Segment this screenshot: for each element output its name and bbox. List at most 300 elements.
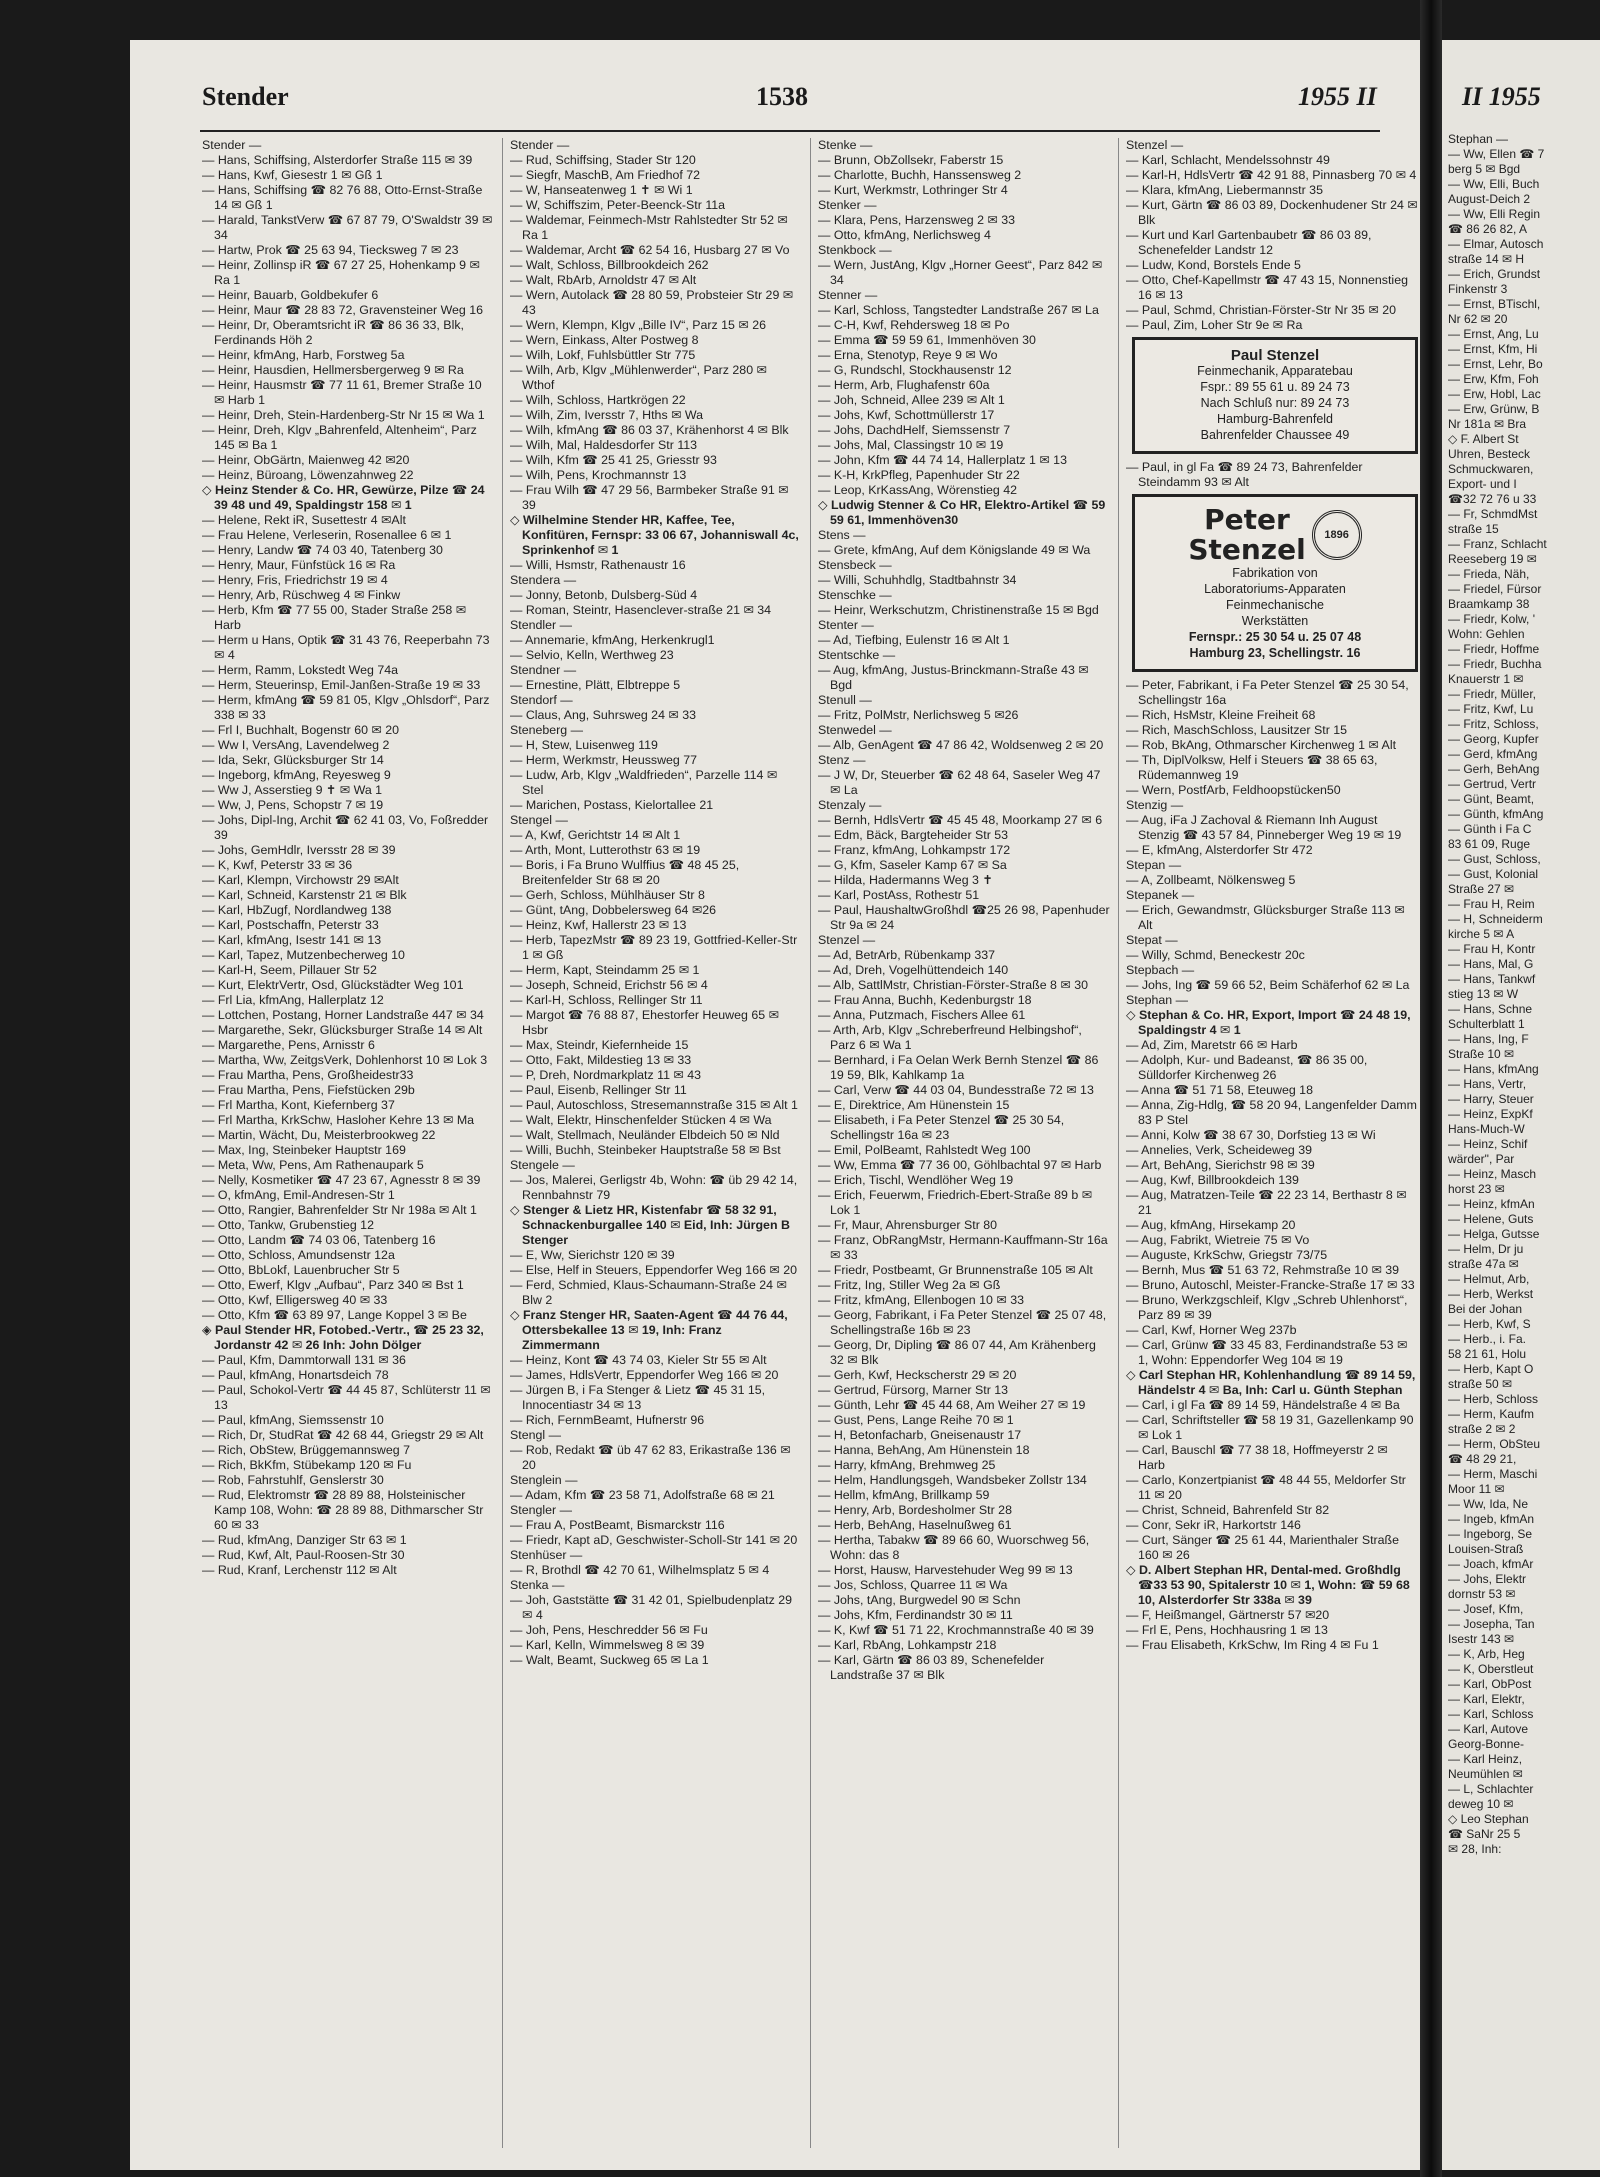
directory-entry: — Max, Steindr, Kiefernheide 15: [510, 1038, 689, 1052]
directory-entry: — W, Schiffszim, Peter-Beenck-Str 11a: [510, 198, 726, 212]
directory-entry: — Herm, Ramm, Lokstedt Weg 74a: [202, 663, 399, 677]
directory-entry: — Ww I, VersAng, Lavendelweg 2: [202, 738, 390, 752]
directory-entry: — Otto, Tankw, Grubenstieg 12: [202, 1218, 374, 1232]
directory-entry: — Otto, Kfm ☎ 63 89 97, Lange Koppel 3 ✉ Be: [202, 1308, 467, 1322]
directory-entry: — Hanna, BehAng, Am Hünenstein 18: [818, 1443, 1030, 1457]
directory-entry-fragment: — Erw, Grünw, B: [1448, 402, 1540, 416]
ad-line: Laboratoriums-Apparaten: [1204, 582, 1346, 596]
directory-entry: — Henry, Arb, Rüschweg 4 ✉ Finkw: [202, 588, 401, 602]
surname-heading: Stenz —: [818, 753, 866, 767]
directory-entry-fragment: — Franz, Schlacht: [1448, 537, 1547, 551]
directory-entry: — Leop, KrKassAng, Wörenstieg 42: [818, 483, 1018, 497]
directory-entry: — Gust, Pens, Lange Reihe 70 ✉ 1: [818, 1413, 1014, 1427]
directory-entry: — Walt, Beamt, Suckweg 65 ✉ La 1: [510, 1653, 709, 1667]
directory-entry: — P, Dreh, Nordmarkplatz 11 ✉ 43: [510, 1068, 702, 1082]
directory-entry: — Rich, Dr, StudRat ☎ 42 68 44, Griegstr 29 ✉ Alt: [202, 1428, 484, 1442]
surname-heading: Stepbach —: [1126, 963, 1195, 977]
directory-entry: — Else, Helf in Steuers, Eppendorfer Weg 166 ✉ 20: [510, 1263, 798, 1277]
directory-entry: — Carlo, Konzertpianist ☎ 48 44 55, Meldorfer Str 11 ✉ 20: [1126, 1473, 1406, 1502]
directory-entry-fragment: — Herm, ObSteu: [1448, 1437, 1541, 1451]
directory-entry: — Grete, kfmAng, Auf dem Königslande 49 ✉ Wa: [818, 543, 1091, 557]
directory-entry: — Paul, Eisenb, Rellinger Str 11: [510, 1083, 687, 1097]
directory-entry-fragment: — Ernst, Lehr, Bo: [1448, 357, 1543, 371]
directory-entry: — Rud, Elektromstr ☎ 28 89 88, Holsteinischer Kamp 108, Wohn: ☎ 28 89 88, Dithmarscher Str 60 ✉ 33: [202, 1488, 484, 1532]
directory-entry: — Rich, ObStew, Brüggemannsweg 7: [202, 1443, 410, 1457]
directory-entry-fragment: — Karl, Autove: [1448, 1722, 1529, 1736]
directory-entry: — Karl-H, Schloss, Rellinger Str 11: [510, 993, 703, 1007]
directory-entry: — Th, DiplVolksw, Helf i Steuers ☎ 38 65 63, Rüdemannweg 19: [1126, 753, 1378, 782]
directory-entry: — H, Betonfacharb, Gneisenaustr 17: [818, 1428, 1022, 1442]
directory-entry: ◇ Stephan & Co. HR, Export, Import ☎ 24 48 19, Spaldingstr 4 ✉ 1: [1126, 1008, 1411, 1037]
directory-entry-fragment: — Herb, Schloss: [1448, 1392, 1539, 1406]
directory-entry-fragment: — Joach, kfmAr: [1448, 1557, 1534, 1571]
directory-entry: — Karl, Gärtn ☎ 86 03 89, Schenefelder Landstraße 37 ✉ Blk: [818, 1653, 1045, 1682]
directory-entry: — Heinr, Dreh, Klgv „Bahrenfeld, Altenheim“, Parz 145 ✉ Ba 1: [202, 423, 477, 452]
surname-heading: Stenner —: [818, 288, 878, 302]
surname-heading: Stenter —: [818, 618, 874, 632]
directory-entry: — Johs, tAng, Burgwedel 90 ✉ Schn: [818, 1593, 1021, 1607]
directory-entry-fragment: Bei der Johan: [1448, 1302, 1523, 1316]
directory-entry-fragment: — Fr, SchmdMst: [1448, 507, 1538, 521]
directory-entry: — James, HdlsVertr, Eppendorfer Weg 166 ✉ 20: [510, 1368, 779, 1382]
directory-entry-fragment: Export- und I: [1448, 477, 1517, 491]
directory-entry: — Günt, tAng, Dobbelersweg 64 ✉26: [510, 903, 716, 917]
column-2: [510, 138, 802, 1668]
directory-entry-fragment: — Hans, Mal, G: [1448, 957, 1534, 971]
column-heading: Stephan —: [1448, 132, 1509, 146]
directory-entry: — Johs, Kfm, Ferdinandstr 30 ✉ 11: [818, 1608, 1013, 1622]
ad-title-line: Stenzel: [1188, 533, 1306, 566]
directory-entry: — Johs, Ing ☎ 59 66 52, Beim Schäferhof 62 ✉ La: [1126, 978, 1410, 992]
directory-entry-fragment: August-Deich 2: [1448, 192, 1531, 206]
directory-entry-fragment: — K, Oberstleut: [1448, 1662, 1534, 1676]
facing-column: [1448, 132, 1598, 1857]
directory-entry: — Paul, HaushaltwGroßhdl ☎25 26 98, Papenhuder Str 9a ✉ 24: [818, 903, 1110, 932]
directory-entry: — Martin, Wächt, Du, Meisterbrookweg 22: [202, 1128, 436, 1142]
directory-entry: — Heinr, Bauarb, Goldbekufer 6: [202, 288, 379, 302]
directory-entry-fragment: — Erich, Grundst: [1448, 267, 1541, 281]
directory-entry-fragment: — Gerh, BehAng: [1448, 762, 1540, 776]
directory-entry-fragment: — Karl, Elektr,: [1448, 1692, 1525, 1706]
directory-entry: — Karl, Postschaffn, Peterstr 33: [202, 918, 379, 932]
surname-heading: Steneberg —: [510, 723, 584, 737]
directory-entry-fragment: — Hans, Ing, F: [1448, 1032, 1529, 1046]
directory-entry: — Johs, Mal, Classingstr 10 ✉ 19: [818, 438, 1004, 452]
surname-heading: Stenka —: [510, 1578, 565, 1592]
directory-entry: — Erna, Stenotyp, Reye 9 ✉ Wo: [818, 348, 998, 362]
directory-entry: — Aug, kfmAng, Hirsekamp 20: [1126, 1218, 1296, 1232]
directory-entry: — Aug, Matratzen-Teile ☎ 22 23 14, Berthastr 8 ✉ 21: [1126, 1188, 1407, 1217]
directory-entry-fragment: deweg 10 ✉: [1448, 1797, 1514, 1811]
directory-entry: — Ad, Dreh, Vogelhüttendeich 140: [818, 963, 1009, 977]
directory-entry-fragment: — Ingeb, kfmAn: [1448, 1512, 1535, 1526]
directory-entry: — Margot ☎ 76 88 87, Ehestorfer Heuweg 65 ✉ Hsbr: [510, 1008, 779, 1037]
directory-entry: — Emma ☎ 59 59 61, Immenhöven 30: [818, 333, 1036, 347]
directory-entry-fragment: — Friedr, Kolw, ': [1448, 612, 1535, 626]
directory-entry: — Carl, Kwf, Horner Weg 237b: [1126, 1323, 1297, 1337]
directory-entry: — Ferd, Schmied, Klaus-Schaumann-Straße 24 ✉ Blw 2: [510, 1278, 787, 1307]
directory-entry: — Rich, HsMstr, Kleine Freiheit 68: [1126, 708, 1316, 722]
directory-entry-fragment: — Elmar, Autosch: [1448, 237, 1544, 251]
column-heading: Stenzel —: [1126, 138, 1184, 152]
directory-entry-fragment: — Harry, Steuer: [1448, 1092, 1534, 1106]
directory-entry-fragment: — Fritz, Schloss,: [1448, 717, 1539, 731]
directory-entry: — Carl, Verw ☎ 44 03 04, Bundesstraße 72 ✉ 13: [818, 1083, 1094, 1097]
directory-entry: — Klara, Pens, Harzensweg 2 ✉ 33: [818, 213, 1016, 227]
ad-line: Hamburg 23, Schellingstr. 16: [1189, 646, 1361, 660]
directory-entry: — Ad, Tiefbing, Eulenstr 16 ✉ Alt 1: [818, 633, 1010, 647]
directory-entry: — K, Kwf, Peterstr 33 ✉ 36: [202, 858, 353, 872]
page-number: 1538: [756, 82, 808, 111]
directory-entry-fragment: ☎32 72 76 u 33: [1448, 492, 1537, 506]
directory-entry-fragment: — Günth, kfmAng: [1448, 807, 1544, 821]
directory-entry: — Willi, Hsmstr, Rathenaustr 16: [510, 558, 686, 572]
directory-entry: — John, Kfm ☎ 44 74 14, Hallerplatz 1 ✉ 13: [818, 453, 1067, 467]
directory-entry-fragment: — Ww, Ida, Ne: [1448, 1497, 1529, 1511]
directory-entry-fragment: — Heinz, Schif: [1448, 1137, 1528, 1151]
directory-entry: — K-H, KrkPfleg, Papenhuder Str 22: [818, 468, 1020, 482]
directory-entry: — Wern, PostfArb, Feldhoopstücken50: [1126, 783, 1341, 797]
directory-entry-fragment: — Ww, Elli, Buch: [1448, 177, 1540, 191]
directory-entry-fragment: — Karl, ObPost: [1448, 1677, 1532, 1691]
directory-entry-fragment: Braamkamp 38: [1448, 597, 1530, 611]
directory-entry: — Edm, Bäck, Bargteheider Str 53: [818, 828, 1009, 842]
directory-entry-fragment: — Herm, Kaufm: [1448, 1407, 1535, 1421]
directory-entry: — Jos, Malerei, Gerligstr 4b, Wohn: ☎ üb 29 42 14, Rennbahnstr 79: [510, 1173, 798, 1202]
directory-entry: — Karl, Schneid, Karstenstr 21 ✉ Blk: [202, 888, 407, 902]
directory-entry: — Waldemar, Feinmech-Mstr Rahlstedter Str 52 ✉ Ra 1: [510, 213, 788, 242]
surname-heading: Stendorf —: [510, 693, 573, 707]
directory-entry: — Carl, Grünw ☎ 33 45 83, Ferdinandstraße 53 ✉ 1, Wohn: Eppendorfer Weg 104 ✉ 19: [1126, 1338, 1408, 1367]
directory-entry-fragment: — Günth i Fa C: [1448, 822, 1532, 836]
directory-entry: — Curt, Sänger ☎ 25 61 44, Marienthaler Straße 160 ✉ 26: [1126, 1533, 1400, 1562]
directory-entry: — Joh, Gaststätte ☎ 31 42 01, Spielbudenplatz 29 ✉ 4: [510, 1593, 793, 1622]
surname-heading: Stendera —: [510, 573, 577, 587]
directory-entry: — Friedr, Kapt aD, Geschwister-Scholl-Str 141 ✉ 20: [510, 1533, 798, 1547]
directory-entry-fragment: Hans-Much-W: [1448, 1122, 1525, 1136]
ad-title: Paul Stenzel: [1230, 347, 1320, 364]
directory-entry-fragment: — Heinz, kfmAn: [1448, 1197, 1535, 1211]
directory-entry-fragment: — Gertrud, Vertr: [1448, 777, 1537, 791]
directory-entry: ◇ Carl Stephan HR, Kohlenhandlung ☎ 89 14 59, Händelstr 4 ✉ Ba, Inh: Carl u. Günth Stephan: [1126, 1368, 1416, 1397]
directory-entry-fragment: — Helene, Guts: [1448, 1212, 1534, 1226]
directory-entry: — Ida, Sekr, Glücksburger Str 14: [202, 753, 384, 767]
directory-entry-fragment: — Erw, Hobl, Lac: [1448, 387, 1541, 401]
directory-entry: — Johs, Dipl-Ing, Archit ☎ 62 41 03, Vo, Foßredder 39: [202, 813, 489, 842]
column-1: [202, 138, 494, 1578]
directory-entry-fragment: straße 14 ✉ H: [1448, 252, 1525, 266]
directory-entry: ◇ Franz Stenger HR, Saaten-Agent ☎ 44 76 44, Ottersbekallee 13 ✉ 19, Inh: Franz Zimmermann: [510, 1308, 788, 1352]
directory-entry: — Ad, BetrArb, Rübenkamp 337: [818, 948, 996, 962]
directory-entry: — Karl-H, Seem, Pillauer Str 52: [202, 963, 377, 977]
directory-entry-fragment: — H, Schneiderm: [1448, 912, 1543, 926]
directory-entry-fragment: — Helmut, Arb,: [1448, 1272, 1530, 1286]
directory-entry-fragment: — Frau H, Reim: [1448, 897, 1535, 911]
directory-entry-fragment: — Frieda, Näh,: [1448, 567, 1530, 581]
directory-entry: — Otto, Landm ☎ 74 03 06, Tatenberg 16: [202, 1233, 436, 1247]
directory-entry-fragment: Straße 27 ✉: [1448, 882, 1515, 896]
ad-line: Hamburg-Bahrenfeld: [1216, 412, 1334, 426]
directory-entry-fragment: Uhren, Besteck: [1448, 447, 1531, 461]
directory-entry: — F, Heißmangel, Gärtnerstr 57 ✉20: [1126, 1608, 1330, 1622]
directory-entry: — Alb, GenAgent ☎ 47 86 42, Woldsenweg 2 ✉ 20: [818, 738, 1104, 752]
directory-entry: — Hans, Kwf, Giesestr 1 ✉ Gß 1: [202, 168, 383, 182]
directory-entry-fragment: — Günt, Beamt,: [1448, 792, 1535, 806]
directory-entry-fragment: ✉ 28, Inh:: [1448, 1842, 1502, 1856]
directory-entry: — Hilda, Hadermanns Weg 3 ✝: [818, 873, 993, 887]
directory-entry: — Herm, Werkmstr, Heussweg 77: [510, 753, 698, 767]
directory-entry: ◇ D. Albert Stephan HR, Dental-med. Großhdlg ☎33 53 90, Spitalerstr 10 ✉ 1, Wohn: ☎ 59 68 10, Alsterdorfer Str 338a ✉ 39: [1126, 1563, 1410, 1607]
directory-entry: — Adam, Kfm ☎ 23 58 71, Adolfstraße 68 ✉ 21: [510, 1488, 775, 1502]
directory-entry-fragment: — Friedr, Hoffme: [1448, 642, 1540, 656]
ad-line: Fspr.: 89 55 61 u. 89 24 73: [1200, 380, 1350, 394]
directory-entry-fragment: — Hans, Tankwf: [1448, 972, 1536, 986]
directory-entry: — Carl, i gl Fa ☎ 89 14 59, Händelstraße 4 ✉ Ba: [1126, 1398, 1400, 1412]
directory-entry-fragment: — Herb., i. Fa.: [1448, 1332, 1527, 1346]
directory-entry: — Ww, Emma ☎ 77 36 00, Göhlbachtal 97 ✉ Harb: [818, 1158, 1102, 1172]
directory-entry: — Erich, Feuerwm, Friedrich-Ebert-Straße 89 b ✉ Lok 1: [818, 1188, 1093, 1217]
directory-entry: — Helene, Rekt iR, Susettestr 4 ✉Alt: [202, 513, 406, 527]
directory-entry-fragment: Schulterblatt 1: [1448, 1017, 1525, 1031]
directory-entry-fragment: — Johs, Elektr: [1448, 1572, 1527, 1586]
directory-entry-fragment: — Ww, Elli Regin: [1448, 207, 1541, 221]
directory-entry-fragment: — Karl, Schloss: [1448, 1707, 1534, 1721]
directory-entry: — Charlotte, Buchh, Hanssensweg 2: [818, 168, 1022, 182]
directory-entry: — Margarethe, Pens, Arnisstr 6: [202, 1038, 375, 1052]
directory-entry: — Wilh, Mal, Haldesdorfer Str 113: [510, 438, 698, 452]
directory-page: [130, 40, 1420, 2170]
directory-entry: — Klara, kfmAng, Liebermannstr 35: [1126, 183, 1323, 197]
directory-entry: ◇ Ludwig Stenner & Co HR, Elektro-Artikel ☎ 59 59 61, Immenhöven30: [818, 498, 1106, 527]
directory-entry: — Bruno, Werkzgschleif, Klgv „Schreb Uhlenhorst“, Parz 89 ✉ 39: [1126, 1293, 1408, 1322]
directory-entry: — Walt, Stellmach, Neuländer Elbdeich 50 ✉ Nld: [510, 1128, 780, 1142]
directory-entry: — Paul, Zim, Loher Str 9e ✉ Ra: [1126, 318, 1303, 332]
directory-entry: — Brunn, ObZollsekr, Faberstr 15: [818, 153, 1004, 167]
directory-entry: — Heinz, Büroang, Löwenzahnweg 22: [202, 468, 414, 482]
directory-entry: — Friedr, Postbeamt, Gr Brunnenstraße 105 ✉ Alt: [818, 1263, 1093, 1277]
directory-entry: — E, Ww, Sierichstr 120 ✉ 39: [510, 1248, 675, 1262]
directory-entry: — Lottchen, Postang, Horner Landstraße 447 ✉ 34: [202, 1008, 484, 1022]
column-4: [1126, 138, 1418, 1653]
directory-entry: — Henry, Fris, Friedrichstr 19 ✉ 4: [202, 573, 388, 587]
directory-entry-fragment: — Gust, Kolonial: [1448, 867, 1539, 881]
directory-entry: — H, Stew, Luisenweg 119: [510, 738, 658, 752]
directory-entry: — Karl, Tapez, Mutzenbecherweg 10: [202, 948, 405, 962]
directory-entry: — Wilh, kfmAng ☎ 86 03 37, Krähenhorst 4 ✉ Blk: [510, 423, 789, 437]
directory-entry: — Jos, Schloss, Quarree 11 ✉ Wa: [818, 1578, 1008, 1592]
directory-entry: — Frau Helene, Verleserin, Rosenallee 6 ✉ 1: [202, 528, 452, 542]
directory-entry-fragment: — Fritz, Kwf, Lu: [1448, 702, 1534, 716]
directory-entry-fragment: straße 47a ✉: [1448, 1257, 1519, 1271]
directory-entry: — Herb, BehAng, Haselnußweg 61: [818, 1518, 1012, 1532]
header-surname: Stender: [202, 82, 289, 111]
directory-entry-fragment: Nr 181a ✉ Bra: [1448, 417, 1527, 431]
directory-entry: — Aug, Fabrikt, Wietreie 75 ✉ Vo: [1126, 1233, 1310, 1247]
directory-entry: — Alb, SattlMstr, Christian-Förster-Straße 8 ✉ 30: [818, 978, 1088, 992]
directory-entry-fragment: straße 50 ✉: [1448, 1377, 1513, 1391]
surname-heading: Stengele —: [510, 1158, 575, 1172]
directory-entry: — Herm, Steuerinsp, Emil-Janßen-Straße 19 ✉ 33: [202, 678, 481, 692]
directory-entry-fragment: — Herb, Kwf, S: [1448, 1317, 1531, 1331]
directory-entry-fragment: — Herm, Maschi: [1448, 1467, 1538, 1481]
directory-entry: — Peter, Fabrikant, i Fa Peter Stenzel ☎ 25 30 54, Schellingstr 16a: [1126, 678, 1409, 707]
ad-line: Bahrenfelder Chaussee 49: [1200, 428, 1350, 442]
directory-entry: — Wilh, Zim, Iversstr 7, Hths ✉ Wa: [510, 408, 704, 422]
directory-entry: — Rud, kfmAng, Danziger Str 63 ✉ 1: [202, 1533, 407, 1547]
directory-entry: — Joh, Pens, Heschredder 56 ✉ Fu: [510, 1623, 708, 1637]
column-divider: [1118, 138, 1119, 2148]
directory-entry: — Anna, Putzmach, Fischers Allee 61: [818, 1008, 1026, 1022]
directory-entry: — Herb, TapezMstr ☎ 89 23 19, Gottfried-Keller-Str 1 ✉ Gß: [510, 933, 798, 962]
directory-entry: — Henry, Arb, Bordesholmer Str 28: [818, 1503, 1012, 1517]
directory-entry: — Kurt, Werkmstr, Lothringer Str 4: [818, 183, 1008, 197]
surname-heading: Stengel —: [510, 813, 568, 827]
directory-entry: — Heinr, Dreh, Stein-Hardenberg-Str Nr 15 ✉ Wa 1: [202, 408, 485, 422]
ad-line: Feinmechanik, Apparatebau: [1197, 364, 1353, 378]
book-gutter: [1420, 0, 1442, 2177]
ad-title-line: Peter: [1204, 503, 1290, 536]
directory-entry-fragment: Nr 62 ✉ 20: [1448, 312, 1508, 326]
directory-entry: — Heinz, Kwf, Hallerstr 23 ✉ 13: [510, 918, 687, 932]
directory-entry: — Johs, DachdHelf, Siemssenstr 7: [818, 423, 1011, 437]
directory-entry: — Herm, Kapt, Steindamm 25 ✉ 1: [510, 963, 700, 977]
directory-entry: — Bernh, Mus ☎ 51 63 72, Rehmstraße 10 ✉ 39: [1126, 1263, 1400, 1277]
directory-entry: — Otto, Chef-Kapellmstr ☎ 47 43 15, Nonnenstieg 16 ✉ 13: [1126, 273, 1408, 302]
directory-entry-fragment: Louisen-Straß: [1448, 1542, 1524, 1556]
directory-entry: — Wilh, Pens, Krochmannstr 13: [510, 468, 687, 482]
directory-entry: — R, Brothdl ☎ 42 70 61, Wilhelmsplatz 5 ✉ 4: [510, 1563, 770, 1577]
directory-entry: — A, Kwf, Gerichtstr 14 ✉ Alt 1: [510, 828, 681, 842]
column-heading: Stender —: [202, 138, 262, 152]
directory-entry: — Henry, Maur, Fünfstück 16 ✉ Ra: [202, 558, 396, 572]
directory-entry-fragment: stieg 13 ✉ W: [1448, 987, 1519, 1001]
directory-entry: — Georg, Fabrikant, i Fa Peter Stenzel ☎ 25 07 48, Schellingstraße 16b ✉ 23: [818, 1308, 1107, 1337]
directory-entry: — Otto, BbLokf, Lauenbrucher Str 5: [202, 1263, 400, 1277]
directory-entry: — Wern, Autolack ☎ 28 80 59, Probsteier Str 29 ✉ 43: [510, 288, 794, 317]
facing-header: II 1955: [1462, 82, 1541, 111]
directory-entry-fragment: — Georg, Kupfer: [1448, 732, 1539, 746]
directory-entry: — Paul, kfmAng, Honartsdeich 78: [202, 1368, 389, 1382]
directory-entry: ◇ Heinz Stender & Co. HR, Gewürze, Pilze ☎ 24 39 48 und 49, Spaldingstr 158 ✉ 1: [202, 483, 485, 512]
directory-entry-fragment: Straße 10 ✉: [1448, 1047, 1515, 1061]
directory-entry: — G, Kfm, Saseler Kamp 67 ✉ Sa: [818, 858, 1007, 872]
directory-entry: — Frau Martha, Pens, Fiefstücken 29b: [202, 1083, 415, 1097]
surname-heading: Stendner —: [510, 663, 577, 677]
directory-entry-fragment: — K, Arb, Heg: [1448, 1647, 1525, 1661]
directory-entry: — Fritz, PolMstr, Nerlichsweg 5 ✉26: [818, 708, 1019, 722]
directory-entry-fragment: Isestr 143 ✉: [1448, 1632, 1515, 1646]
surname-heading: Stengler —: [510, 1503, 572, 1517]
directory-entry: — Hertha, Tabakw ☎ 89 66 60, Wuorschweg 56, Wohn: das 8: [818, 1533, 1090, 1562]
directory-entry: — Otto, Fakt, Mildestieg 13 ✉ 33: [510, 1053, 692, 1067]
directory-entry: — Jonny, Betonb, Dulsberg-Süd 4: [510, 588, 698, 602]
directory-entry: — Heinr, Hausmstr ☎ 77 11 61, Bremer Straße 10 ✉ Harb 1: [202, 378, 482, 407]
directory-entry: — Wern, JustAng, Klgv „Horner Geest“, Parz 842 ✉ 34: [818, 258, 1103, 287]
surname-heading: Stenzel —: [818, 933, 876, 947]
directory-entry: — Otto, Rangier, Bahrenfelder Str Nr 198a ✉ Alt 1: [202, 1203, 477, 1217]
directory-entry: — Rich, MaschSchloss, Lausitzer Str 15: [1126, 723, 1348, 737]
surname-heading: Stentschke —: [818, 648, 896, 662]
directory-entry: — J W, Dr, Steuerber ☎ 62 48 64, Saseler Weg 47 ✉ La: [818, 768, 1101, 797]
directory-entry: — Roman, Steintr, Hasenclever-straße 21 ✉ 34: [510, 603, 772, 617]
surname-heading: Stenglein —: [510, 1473, 578, 1487]
directory-entry: — Karl, RbAng, Lohkampstr 218: [818, 1638, 997, 1652]
ad-heading: [1141, 505, 1409, 565]
directory-entry: — Fritz, kfmAng, Ellenbogen 10 ✉ 33: [818, 1293, 1024, 1307]
directory-entry-fragment: — Hans, Vertr,: [1448, 1077, 1527, 1091]
directory-entry: — Walt, Schloss, Billbrookdeich 262: [510, 258, 709, 272]
directory-entry: — Heinz, Kont ☎ 43 74 03, Kieler Str 55 ✉ Alt: [510, 1353, 767, 1367]
directory-entry: — Rich, FernmBeamt, Hufnerstr 96: [510, 1413, 705, 1427]
directory-entry: — K, Kwf ☎ 51 71 22, Krochmannstraße 40 ✉ 39: [818, 1623, 1094, 1637]
directory-entry: — Erich, Gewandmstr, Glücksburger Straße 113 ✉ Alt: [1126, 903, 1405, 932]
surname-heading: Stepat —: [1126, 933, 1178, 947]
directory-entry: — Claus, Ang, Suhrsweg 24 ✉ 33: [510, 708, 697, 722]
directory-entry: — Willy, Schmd, Beneckestr 20c: [1126, 948, 1305, 962]
directory-entry: — Rud, Schiffsing, Stader Str 120: [510, 153, 696, 167]
directory-entry-fragment: — Frau H, Kontr: [1448, 942, 1536, 956]
directory-entry-fragment: — Herb, Kapt O: [1448, 1362, 1534, 1376]
directory-entry: — Art, BehAng, Sierichstr 98 ✉ 39: [1126, 1158, 1315, 1172]
directory-entry: — Frau Wilh ☎ 47 29 56, Barmbeker Straße 91 ✉ 39: [510, 483, 789, 512]
directory-entry: — Johs, Kwf, Schottmüllerstr 17: [818, 408, 995, 422]
directory-entry: ◈ Paul Stender HR, Fotobed.-Vertr., ☎ 25 23 32, Jordanstr 42 ✉ 26 Inh: John Dölger: [202, 1323, 484, 1352]
directory-entry: — Willi, Buchh, Steinbeker Hauptstraße 58 ✉ Bst: [510, 1143, 781, 1157]
directory-entry-fragment: ◇ F. Albert St: [1448, 432, 1519, 446]
directory-entry: — Harald, TankstVerw ☎ 67 87 79, O'Swaldstr 39 ✉ 34: [202, 213, 493, 242]
ad-line: Feinmechanische: [1226, 598, 1324, 612]
directory-entry: — Horst, Hausw, Harvestehuder Weg 99 ✉ 13: [818, 1563, 1073, 1577]
ad-line: Nach Schluß nur: 89 24 73: [1200, 396, 1350, 410]
directory-entry: — Heinr, ObGärtn, Maienweg 42 ✉20: [202, 453, 410, 467]
surname-heading: Stenzig —: [1126, 798, 1184, 812]
directory-entry: — Karl, Kelln, Wimmelsweg 8 ✉ 39: [510, 1638, 705, 1652]
ad-line: Fabrikation von: [1232, 566, 1318, 580]
directory-entry-fragment: — Friedr, Buchha: [1448, 657, 1542, 671]
directory-entry: ◇ Wilhelmine Stender HR, Kaffee, Tee, Konfitüren, Fernspr: 33 06 67, Johanniswall 4c, Sprinkenhof ✉ 1: [510, 513, 799, 557]
directory-entry-fragment: Schmuckwaren,: [1448, 462, 1534, 476]
directory-entry-fragment: — Friedr, Müller,: [1448, 687, 1537, 701]
directory-entry: — Arth, Arb, Klgv „Schreberfreund Helbingshof“, Parz 6 ✉ Wa 1: [818, 1023, 1082, 1052]
directory-entry: — Paul, Schmd, Christian-Förster-Str Nr 35 ✉ 20: [1126, 303, 1396, 317]
directory-entry-fragment: — Heinz, ExpKf: [1448, 1107, 1533, 1121]
directory-entry: — Fr, Maur, Ahrensburger Str 80: [818, 1218, 998, 1232]
directory-entry: — Frau Anna, Buchh, Kedenburgstr 18: [818, 993, 1032, 1007]
directory-entry: — Aug, Kwf, Billbrookdeich 139: [1126, 1173, 1299, 1187]
directory-entry-fragment: dornstr 53 ✉: [1448, 1587, 1516, 1601]
surname-heading: Stens —: [818, 528, 866, 542]
directory-entry-fragment: horst 23 ✉: [1448, 1182, 1505, 1196]
directory-entry: — A, Zollbeamt, Nölkensweg 5: [1126, 873, 1296, 887]
facing-page: [1442, 40, 1600, 2170]
directory-entry-fragment: — Ernst, BTischl,: [1448, 297, 1541, 311]
directory-entry: — Frl I, Buchhalt, Bogenstr 60 ✉ 20: [202, 723, 400, 737]
directory-entry: — Erich, Tischl, Wendlöher Weg 19: [818, 1173, 1014, 1187]
directory-entry: — Karl, Schloss, Tangstedter Landstraße 267 ✉ La: [818, 303, 1099, 317]
directory-entry: — Bernhard, i Fa Oelan Werk Bernh Stenzel ☎ 86 19 59, Blk, Kahlkamp 1a: [818, 1053, 1099, 1082]
directory-entry: — Christ, Schneid, Bahrenfeld Str 82: [1126, 1503, 1330, 1517]
directory-entry-fragment: Reeseberg 19 ✉: [1448, 552, 1537, 566]
directory-entry-fragment: wärder", Par: [1448, 1152, 1515, 1166]
directory-entry: — Margarethe, Sekr, Glücksburger Straße 14 ✉ Alt: [202, 1023, 483, 1037]
directory-entry-fragment: 58 21 61, Holu: [1448, 1347, 1527, 1361]
directory-entry: — Wern, Klempn, Klgv „Bille IV“, Parz 15 ✉ 26: [510, 318, 766, 332]
directory-entry: — Elisabeth, i Fa Peter Stenzel ☎ 25 30 54, Schellingstr 16a ✉ 23: [818, 1113, 1065, 1142]
directory-entry: — Ad, Zim, Maretstr 66 ✉ Harb: [1126, 1038, 1298, 1052]
directory-entry: — Frl Lia, kfmAng, Hallerplatz 12: [202, 993, 384, 1007]
directory-entry-fragment: Moor 11 ✉: [1448, 1482, 1505, 1496]
directory-entry-fragment: — Hans, Schne: [1448, 1002, 1533, 1016]
